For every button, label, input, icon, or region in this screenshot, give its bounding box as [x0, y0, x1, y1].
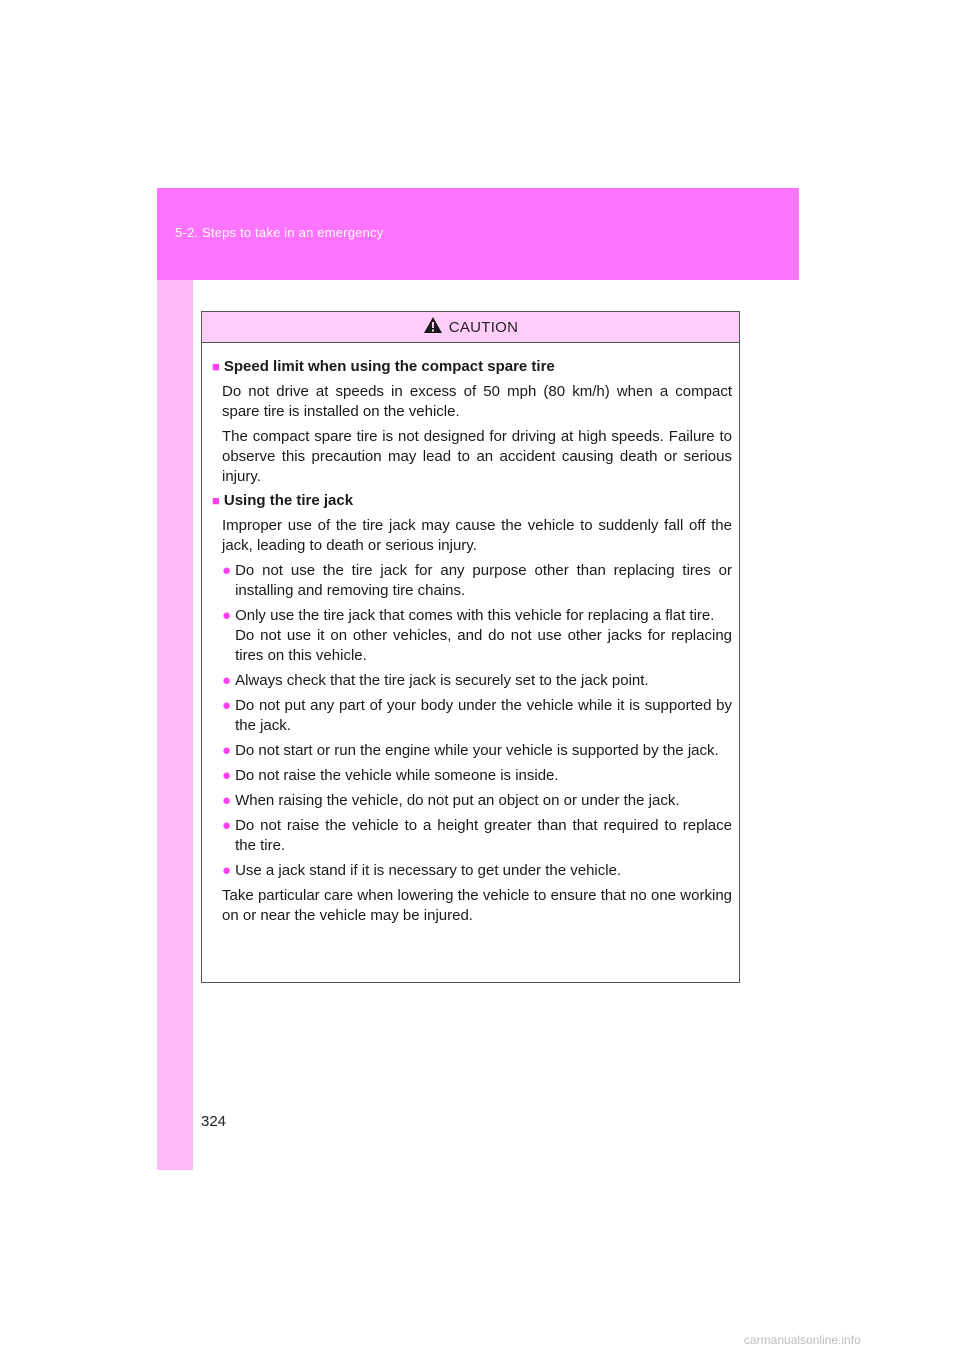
list-item: ● When raising the vehicle, do not put an object on or under the jack. [222, 792, 680, 809]
caution-title: CAUTION [448, 318, 519, 336]
list-item: ● Do not start or run the engine while your vehicle is supported by the jack. [222, 742, 719, 759]
dot-bullet-icon: ● [222, 792, 232, 809]
list-item: ● Do not raise the vehicle while someone is inside. [222, 767, 559, 784]
dot-bullet-icon: ● [222, 562, 232, 579]
paragraph: Improper use of the tire jack may cause the vehicle to suddenly fall off the jack, leading to death or serious injury. [222, 517, 732, 554]
caution-body [202, 343, 739, 926]
dot-bullet-icon: ● [222, 767, 232, 784]
side-strip [157, 188, 193, 1170]
watermark: carmanualsonline.info [744, 1333, 861, 1347]
section-label: 5-2. Steps to take in an emergency [175, 225, 384, 240]
section-heading: ■ Speed limit when using the compact spare tire [212, 358, 555, 375]
list-item: ● Always check that the tire jack is securely set to the jack point. [222, 672, 649, 689]
caution-box [201, 311, 740, 983]
dot-bullet-icon: ● [222, 672, 232, 689]
list-item: ● Do not raise the vehicle to a height greater than that required to replace the tire. [222, 817, 732, 854]
warning-triangle-icon [423, 316, 443, 339]
list-item: ● Do not put any part of your body under the vehicle while it is supported by the jack. [222, 697, 732, 734]
dot-bullet-icon: ● [222, 742, 232, 759]
closing-paragraph: Take particular care when lowering the vehicle to ensure that no one working on or near the vehicle may be injured. [222, 887, 732, 924]
list-item: ● Do not use the tire jack for any purpose other than replacing tires or installing and removing tire chains. [222, 562, 732, 599]
caution-header [202, 312, 739, 343]
dot-bullet-icon: ● [222, 817, 232, 834]
square-bullet-icon: ■ [212, 359, 220, 374]
dot-bullet-icon: ● [222, 862, 232, 879]
section-heading: ■ Using the tire jack [212, 492, 354, 509]
page-number: 324 [201, 1113, 227, 1130]
paragraph: The compact spare tire is not designed for driving at high speeds. Failure to observe this precaution may lead to an accident causing death or serious injury. [222, 428, 732, 485]
list-item: ● Only use the tire jack that comes with this vehicle for replacing a flat tire. Do not use it on other vehicles, and do not use other jacks for replacing tires on this vehicle. [222, 607, 732, 664]
dot-bullet-icon: ● [222, 607, 232, 624]
square-bullet-icon: ■ [212, 493, 220, 508]
dot-bullet-icon: ● [222, 697, 232, 714]
list-item: ● Use a jack stand if it is necessary to get under the vehicle. [222, 862, 622, 879]
paragraph: Do not drive at speeds in excess of 50 mph (80 km/h) when a compact spare tire is installed on the vehicle. [222, 383, 732, 420]
